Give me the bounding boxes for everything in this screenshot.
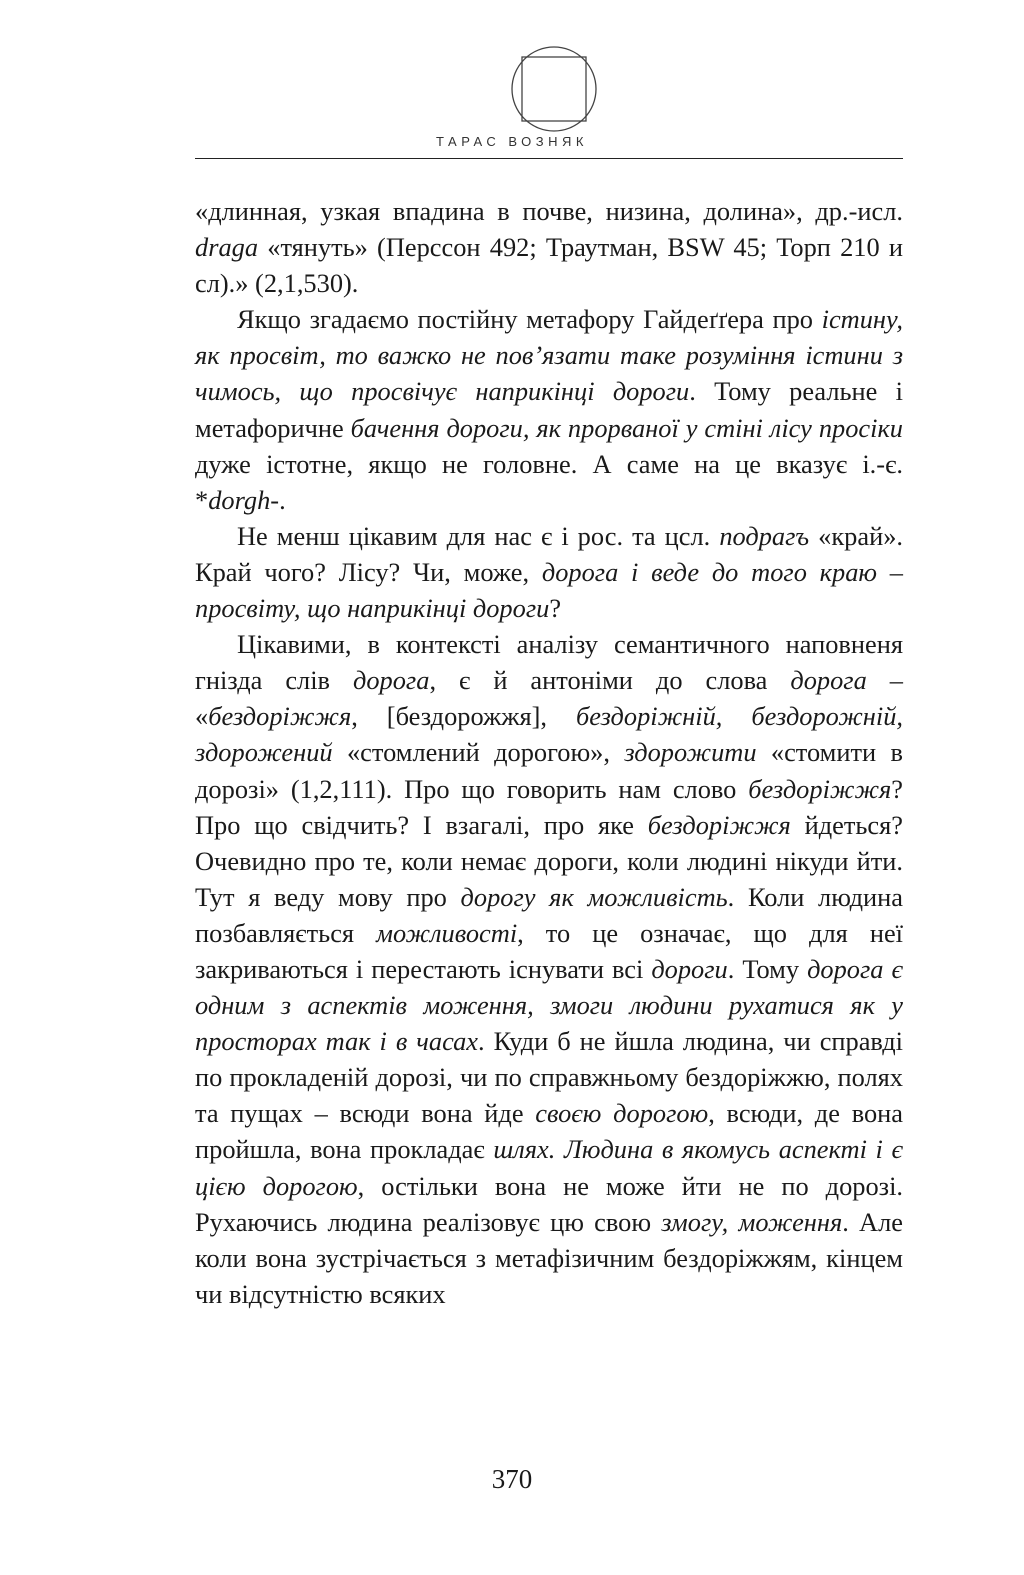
header-rule bbox=[195, 158, 903, 159]
paragraph-1: «длинная, узкая впадина в почве, низина, долина», др.-исл. draga «тянуть» (Перссон 492; Траутман, BSW 45; Торп 210 и сл).» (2,1,530). bbox=[195, 196, 903, 299]
running-head: ТАРАС ВОЗНЯК bbox=[436, 134, 588, 149]
paragraph-3: Не менш цікавим для нас є і рос. та цсл. подрагъ «край». Край чого? Лісу? Чи, може, дорога і веде до того краю – просвіту, що наприкінці дороги? bbox=[195, 520, 903, 624]
paragraph-2: Якщо згадаємо постійну метафору Гайдеґґера про істину, як просвіт, то важко не пов’язати таке розуміння істини з чимось, що просвічує наприкінці дороги. Тому реальне і метафоричне бачення дороги, як прорваної у стіні лісу просіки дуже істотне, якщо не головне. А саме на це вказує і.-є. *dorgh-. bbox=[195, 304, 903, 515]
circle-square-emblem-icon bbox=[509, 44, 599, 134]
paragraph-4: Цікавими, в контексті аналізу семантичного наповненя гнізда слів дорога, є й антоніми до слова дорога – «бездоріжжя, [бездорожжя], бездоріжній, бездорожній, здорожений «стомлений дорогою», здорожити «стомити в дорозі» (1,2,111). Про що говорить нам слово бездоріжжя? Про що свідчить? І взагалі, про яке бездоріжжя йдеться? Очевидно про те, коли немає дороги, коли людині нікуди йти. Тут я веду мову про дорогу як можливість. Коли людина позбавляється можливості, то це означає, що для неї закриваються і перестають існувати всі дороги. Тому дорога є одним з аспектів моження, змоги людини рухатися як у просторах так і в часах. Куди б не йшла людина, чи справді по прокладеній дорозі, чи по справжньому бездоріжжю, полях та пущах – всюди вона йде своєю дорогою, всюди, де вона пройшла, вона прокладає шлях. Людина в якомусь аспекті і є цією дорогою, остільки вона не може йти не по дорозі. Рухаючись людина реалізовує цю свою змогу, моження. Але коли вона зустрічається з метафізичним бездоріжжям, кінцем чи відсутністю всяких bbox=[195, 629, 904, 1309]
page-number: 370 bbox=[491, 1464, 533, 1494]
body-text bbox=[195, 193, 903, 1312]
